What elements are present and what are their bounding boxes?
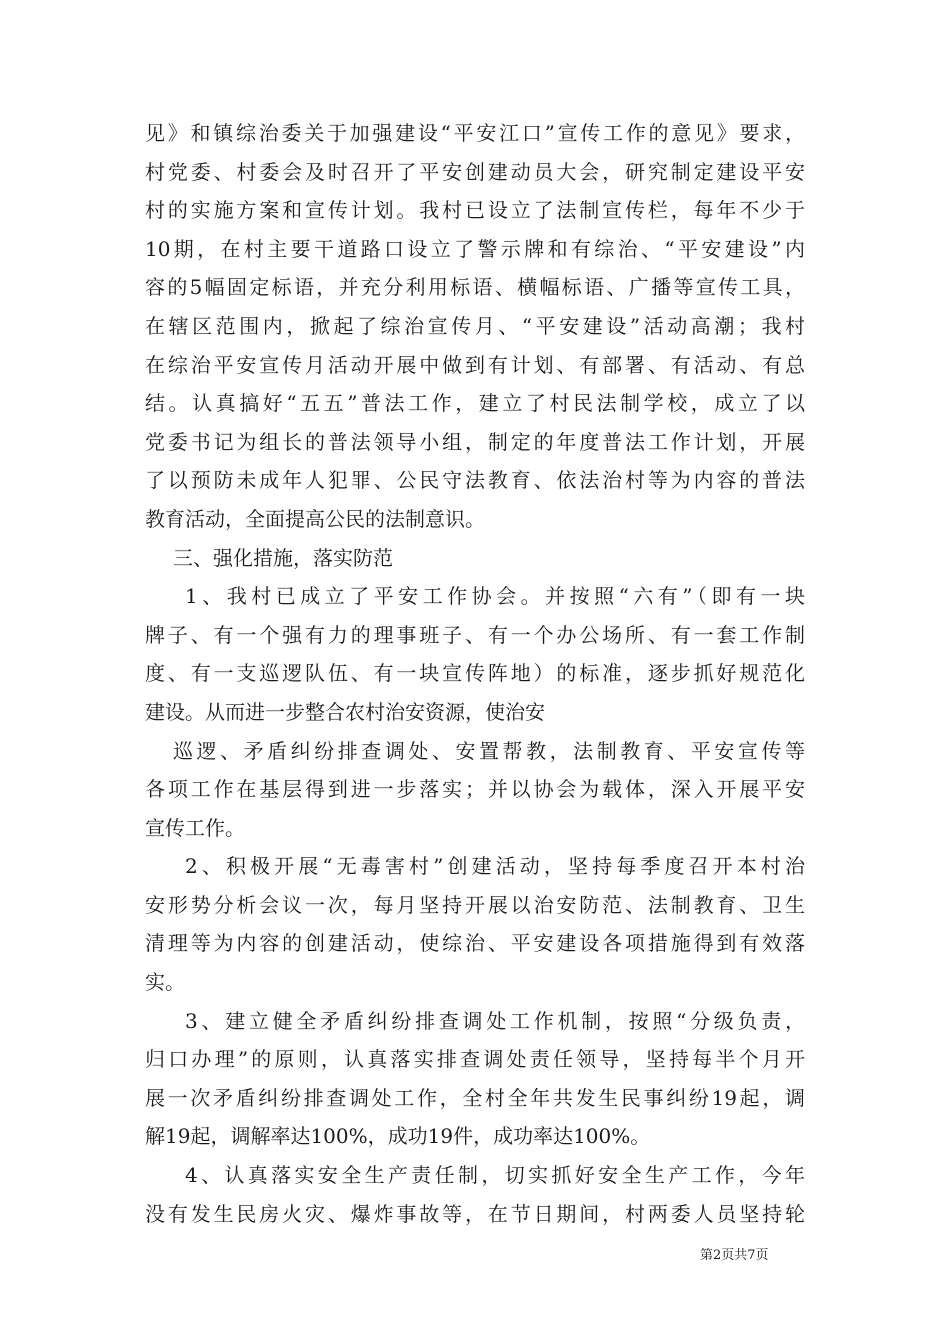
- text-line: 宣传工作。: [145, 815, 245, 840]
- text-line: 清理等为内容的创建活动，使综治、平安建设各项措施得到有效落: [145, 931, 805, 956]
- text-line: 结。认真搞好“五五”普法工作，建立了村民法制学校，成立了以: [145, 391, 805, 416]
- text-line: 牌子、有一个强有力的理事班子、有一个办公场所、有一套工作制: [145, 622, 805, 647]
- text-line: 10期，在村主要干道路口设立了警示牌和有综治、“平安建设”内: [145, 236, 805, 261]
- document-body: [145, 114, 805, 1233]
- text-line: 建设。从而进一步整合农村治安资源，使治安: [145, 699, 545, 724]
- text-line: 各项工作在基层得到进一步落实；并以协会为载体，深入开展平安: [145, 777, 805, 802]
- text-line: 没有发生民房火灾、爆炸事故等，在节日期间，村两委人员坚持轮: [145, 1201, 805, 1226]
- text-line: 归口办理”的原则，认真落实排查调处责任领导，坚持每半个月开: [145, 1047, 805, 1072]
- text-line: 4、认真落实安全生产责任制，切实抓好安全生产工作，今年: [185, 1163, 805, 1188]
- text-line: 了以预防未成年人犯罪、公民守法教育、依法治村等为内容的普法: [145, 468, 805, 493]
- text-line: 在辖区范围内，掀起了综治宣传月、“平安建设”活动高潮；我村: [145, 313, 805, 338]
- text-line: 3、建立健全矛盾纠纷排查调处工作机制，按照“分级负责，: [185, 1008, 805, 1033]
- text-line: 村党委、村委会及时召开了平安创建动员大会，研究制定建设平安: [145, 159, 805, 184]
- text-line: 教育活动，全面提高公民的法制意识。: [145, 506, 485, 531]
- text-line: 容的5幅固定标语，并充分利用标语、横幅标语、广播等宣传工具，: [145, 275, 805, 300]
- text-line: 党委书记为组长的普法领导小组，制定的年度普法工作计划，开展: [145, 429, 805, 454]
- text-line: 安形势分析会议一次，每月坚持开展以治安防范、法制教育、卫生: [145, 892, 805, 917]
- text-line: 在综治平安宣传月活动开展中做到有计划、有部署、有活动、有总: [145, 352, 805, 377]
- page-number: 第2页共7页: [700, 1248, 769, 1263]
- text-line: 村的实施方案和宣传计划。我村已设立了法制宣传栏，每年不少于: [145, 198, 805, 223]
- text-line: 度、有一支巡逻队伍、有一块宣传阵地）的标准，逐步抓好规范化: [145, 661, 805, 686]
- text-line: 见》和镇综治委关于加强建设“平安江口”宣传工作的意见》要求，: [145, 121, 805, 145]
- text-line: 巡逻、矛盾纠纷排查调处、安置帮教，法制教育、平安宣传等: [173, 738, 805, 763]
- section-heading: 三、强化措施，落实防范: [173, 545, 393, 570]
- text-line: 1、我村已成立了平安工作协会。并按照“六有”（即有一块: [185, 584, 805, 609]
- text-line: 解19起，调解率达100%，成功19件，成功率达100%。: [145, 1124, 651, 1149]
- text-line: 展一次矛盾纠纷排查调处工作，全村全年共发生民事纠纷19起，调: [145, 1085, 805, 1110]
- text-line: 实。: [145, 970, 185, 995]
- text-line: 2、积极开展“无毒害村”创建活动，坚持每季度召开本村治: [185, 854, 805, 879]
